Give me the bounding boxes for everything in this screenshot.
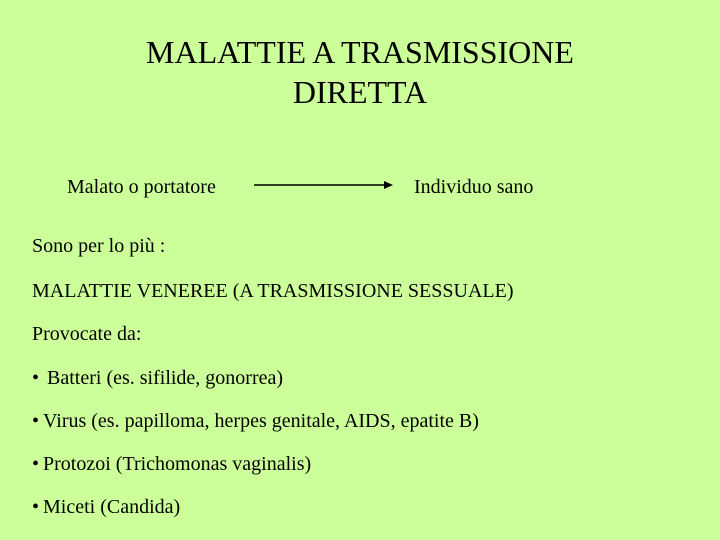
category-heading: MALATTIE VENEREE (A TRASMISSIONE SESSUALE) <box>32 280 514 302</box>
list-item-protozoa <box>32 452 311 476</box>
caused-by-label: Provocate da: <box>32 323 142 345</box>
transmission-arrow-icon <box>254 178 394 192</box>
transmission-source: Malato o portatore <box>67 176 216 198</box>
intro-text: Sono per lo più : <box>32 235 166 257</box>
list-item-virus <box>32 409 479 433</box>
bullet-icon: • <box>32 410 40 432</box>
slide-title-line-1: MALATTIE A TRASMISSIONE <box>146 34 574 70</box>
bullet-icon: • <box>32 367 40 389</box>
list-item-text: Miceti (Candida) <box>43 496 181 518</box>
bullet-icon: • <box>32 453 40 475</box>
list-item-bacteria <box>32 366 283 390</box>
bullet-icon: • <box>32 496 40 518</box>
slide-title-line-2: DIRETTA <box>292 74 428 110</box>
slide-title <box>0 32 720 112</box>
list-item-text: Virus (es. papilloma, herpes genitale, AIDS, epatite B) <box>43 410 479 432</box>
list-item-fungi <box>32 495 180 519</box>
list-item-text: Batteri (es. sifilide, gonorrea) <box>47 367 284 389</box>
list-item-text: Protozoi (Trichomonas vaginalis) <box>43 453 312 475</box>
transmission-target: Individuo sano <box>414 176 534 198</box>
